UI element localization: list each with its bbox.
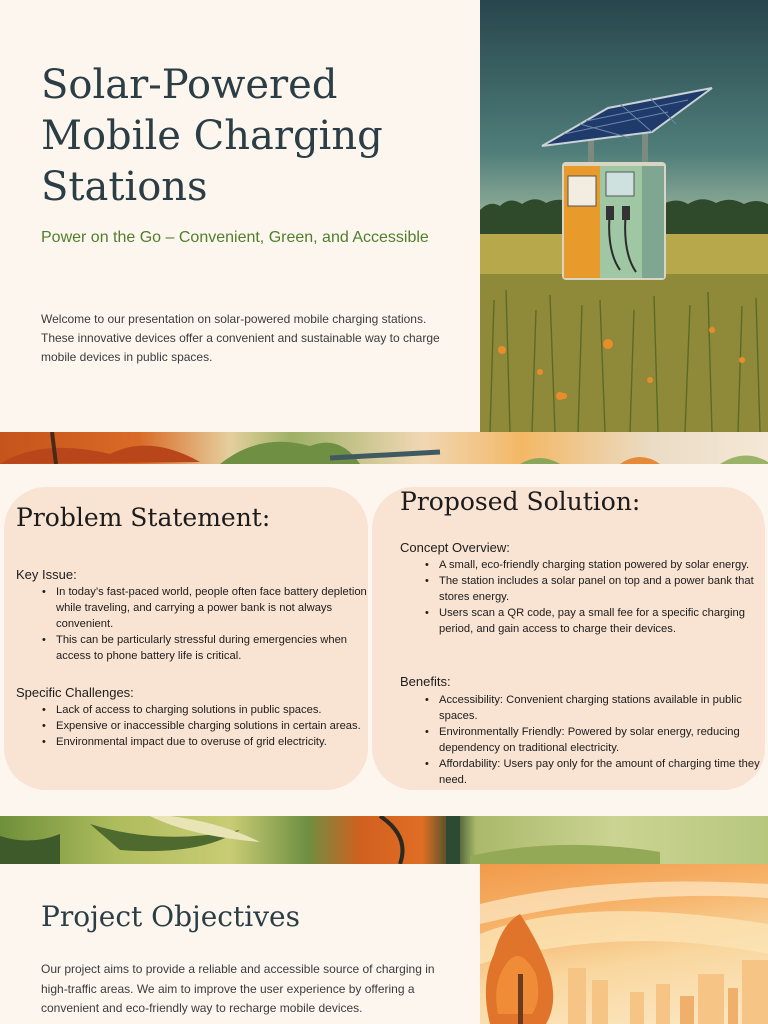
key-issue-list	[40, 584, 372, 664]
page-title-line: Mobile Charging	[41, 113, 383, 159]
list-item: • The station includes a solar panel on top and a power bank that stores energy.	[439, 573, 763, 605]
list-item: • This can be particularly stressful during emergencies when access to phone battery life is critical.	[56, 632, 372, 664]
specific-challenges-heading: Specific Challenges:	[16, 685, 134, 700]
page-title-line: Solar-Powered	[41, 62, 338, 108]
key-issue-heading: Key Issue:	[16, 567, 77, 582]
project-objectives-text: Our project aims to provide a reliable and accessible source of charging in high-traffic areas. We aim to improve the user experience by offering a convenient and eco-friendly way to recharge mobile devices.	[41, 962, 435, 1015]
list-item: • Accessibility: Convenient charging stations available in public spaces.	[439, 692, 763, 724]
benefits-heading: Benefits:	[400, 674, 451, 689]
benefits-list	[423, 692, 763, 788]
decorative-band-top-art	[0, 432, 768, 464]
intro-paragraph: Welcome to our presentation on solar-powered mobile charging stations. These innovative devices offer a convenient and sustainable way to charge mobile devices in public spaces.	[41, 312, 440, 364]
city-landscape-illustration	[480, 864, 768, 1024]
problem-statement-card	[4, 487, 368, 790]
list-item: • A small, eco-friendly charging station powered by solar energy.	[439, 557, 763, 573]
decorative-band-top	[0, 432, 768, 464]
list-item: • Users scan a QR code, pay a small fee for a specific charging period, and gain access to charge their devices.	[439, 605, 763, 637]
solar-station-illustration	[480, 0, 768, 432]
list-item: • Expensive or inaccessible charging solutions in certain areas.	[56, 718, 376, 734]
solar-station-illustration-art	[480, 0, 768, 432]
list-item: • In today’s fast-paced world, people often face battery depletion while traveling, and carrying a power bank is not always convenient.	[56, 584, 372, 632]
list-item: • Lack of access to charging solutions in public spaces.	[56, 702, 376, 718]
proposed-solution-title: Proposed Solution:	[400, 487, 641, 516]
list-item: • Environmental impact due to overuse of grid electricity.	[56, 734, 376, 750]
specific-challenges-list	[40, 702, 376, 750]
concept-overview-list	[423, 557, 763, 637]
problem-statement-title: Problem Statement:	[16, 503, 271, 532]
list-item: • Environmentally Friendly: Powered by solar energy, reducing dependency on traditional electricity.	[439, 724, 763, 756]
city-landscape-illustration-art	[480, 864, 768, 1024]
proposed-solution-card	[372, 487, 765, 790]
decorative-band-middle-art	[0, 816, 768, 864]
project-objectives-title: Project Objectives	[41, 900, 300, 933]
decorative-band-middle	[0, 816, 768, 864]
page-title-line: Stations	[41, 164, 208, 210]
concept-overview-heading: Concept Overview:	[400, 540, 510, 555]
page-subtitle: Power on the Go – Convenient, Green, and Accessible	[41, 229, 429, 246]
list-item: • Affordability: Users pay only for the amount of charging time they need.	[439, 756, 763, 788]
page-title	[41, 60, 461, 213]
